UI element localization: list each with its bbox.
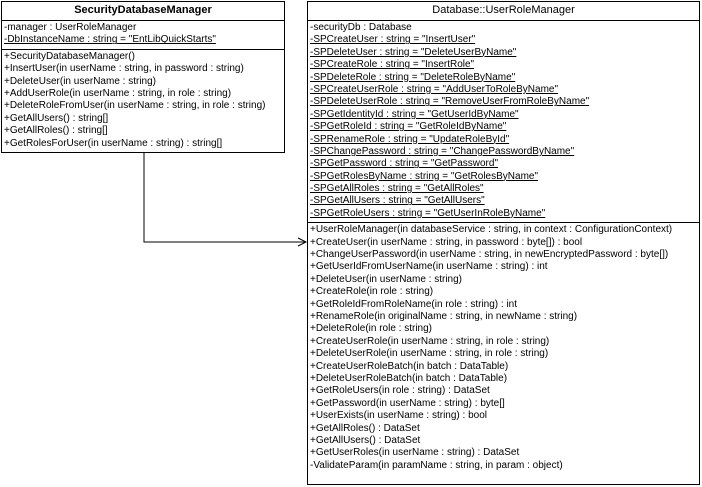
operation-item: +GetRoleUsers(in role : string) : DataSet <box>310 385 490 397</box>
operation-item: +GetRolesForUser(in userName : string) : string[] <box>4 137 223 149</box>
attribute-item: -SPDeleteRole : string = "DeleteRoleByName" <box>310 71 516 83</box>
attribute-item: -SPCreateUser : string = "InsertUser" <box>310 34 476 46</box>
attribute-item: -SPDeleteUser : string = "DeleteUserByName" <box>310 46 517 58</box>
operation-item: +DeleteRole(in role : string) <box>310 323 432 335</box>
attribute-item: -SPGetRolesByName : string = "GetRolesByName" <box>310 170 539 182</box>
operation-item: +GetAllRoles() : string[] <box>4 125 108 137</box>
attribute-item: -securityDb : Database <box>310 22 412 33</box>
operation-item: +SecurityDatabaseManager() <box>4 50 135 62</box>
attribute-item: -manager : UserRoleManager <box>4 22 137 33</box>
operation-item: +DeleteRoleFromUser(in userName : string, in role : string) <box>4 100 266 112</box>
attribute-item: -DbInstanceName : string = "EntLibQuickStarts" <box>4 34 216 46</box>
operation-item: +GetPassword(in userName : string) : byte[] <box>310 397 505 409</box>
attribute-item: -SPRenameRole : string = "UpdateRoleById" <box>310 133 510 145</box>
attribute-item: -SPGetRoleUsers : string = "GetUserInRoleByName" <box>310 207 546 219</box>
operation-item: +GetAllUsers() : string[] <box>4 112 109 124</box>
operation-item: +GetUserIdFromUserName(in userName : string) : int <box>310 261 548 273</box>
attribute-item: -SPCreateRole : string = "InsertRole" <box>310 59 475 71</box>
operation-item: +ChangeUserPassword(in userName : string, in newEncryptedPassword : byte[]) <box>310 249 669 261</box>
operation-item: +UserExists(in userName : string) : bool <box>310 410 488 422</box>
operation-item: +AddUserRole(in userName : string, in role : string) <box>4 87 232 99</box>
operation-item: +DeleteUser(in userName : string) <box>310 273 462 285</box>
class-name: Database::UserRoleManager <box>308 2 699 21</box>
attribute-item: -SPChangePassword : string = "ChangePasswordByName" <box>310 145 575 157</box>
association-line <box>144 153 306 242</box>
operation-item: +DeleteUser(in userName : string) <box>4 75 156 87</box>
operation-item: +DeleteUserRole(in userName : string, in role : string) <box>310 348 549 360</box>
operation-item: -ValidateParam(in paramName : string, in param : object) <box>310 459 563 471</box>
operation-item: +CreateRole(in role : string) <box>310 286 434 298</box>
attribute-item: -SPGetPassword : string = "GetPassword" <box>310 158 499 170</box>
attribute-item: -SPCreateUserRole : string = "AddUserToRoleByName" <box>310 83 559 95</box>
operation-item: +InsertUser(in userName : string, in password : string) <box>4 63 244 75</box>
class-name: SecurityDatabaseManager <box>2 2 284 21</box>
attribute-item: -SPGetIdentityId : string = "GetUserIdByName" <box>310 108 519 120</box>
attribute-item: -SPDeleteUserRole : string = "RemoveUserFromRoleByName" <box>310 96 590 108</box>
operation-item: +GetUserRoles(in userName : string) : DataSet <box>310 447 520 459</box>
operation-item: +CreateUserRole(in userName : string, in role : string) <box>310 335 550 347</box>
operation-item: +GetAllUsers() : DataSet <box>310 434 421 446</box>
operation-item: +GetRoleIdFromRoleName(in role : string) : int <box>310 298 518 310</box>
attribute-item: -SPGetAllUsers : string = "GetAllUsers" <box>310 195 485 207</box>
operation-item: +CreateUserRoleBatch(in batch : DataTable) <box>310 360 509 372</box>
operation-item: +UserRoleManager(in databaseService : string, in context : ConfigurationContext) <box>310 224 673 236</box>
attribute-item: -SPGetAllRoles : string = "GetAllRoles" <box>310 183 484 195</box>
operation-item: +CreateUser(in userName : string, in password : byte[]) : bool <box>310 236 583 248</box>
operation-item: +DeleteUserRoleBatch(in batch : DataTable) <box>310 372 508 384</box>
attribute-item: -SPGetRoleId : string = "GetRoleIdByName" <box>310 121 507 133</box>
operation-item: +RenameRole(in originalName : string, in newName : string) <box>310 310 578 322</box>
operation-item: +GetAllRoles() : DataSet <box>310 422 420 434</box>
